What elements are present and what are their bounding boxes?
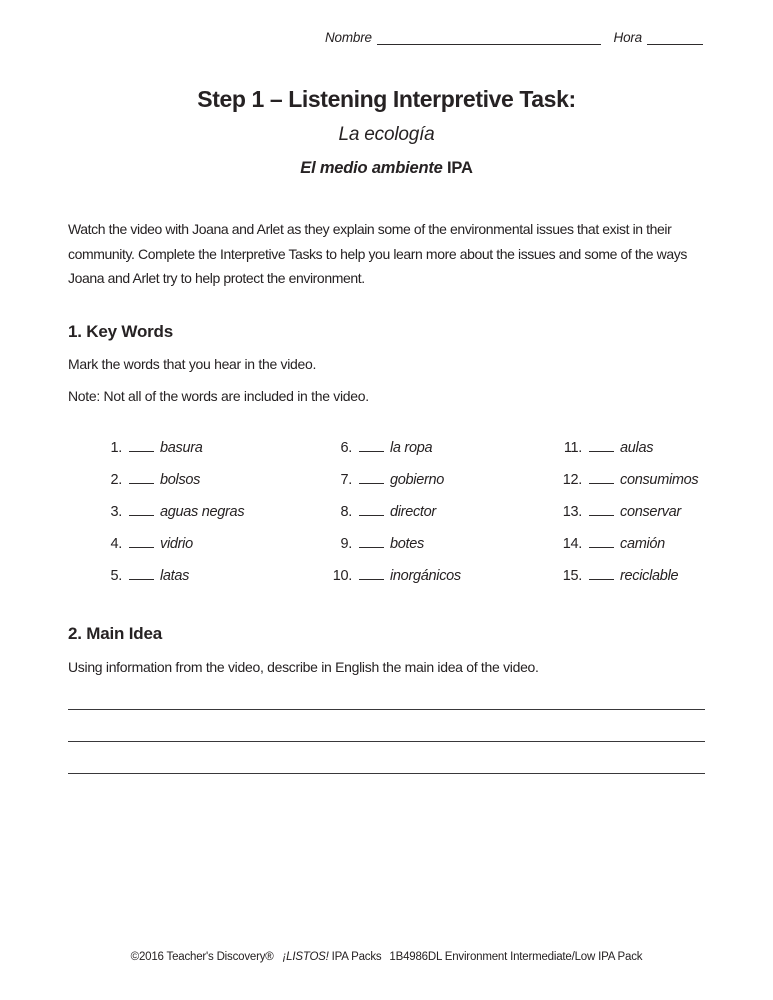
key-word-number: 7. [340,472,352,488]
key-word-item [298,496,528,528]
key-words-heading: 1. Key Words [68,322,173,341]
key-word-blank [129,579,154,580]
key-word-label: director [390,504,436,520]
hora-label: Hora [613,30,642,45]
page-title: Step 1 – Listening Interpretive Task: [197,86,576,112]
answer-lines [68,678,705,774]
footer-series-label: IPA Packs [331,951,382,963]
answer-line [68,678,705,710]
main-idea-heading: 2. Main Idea [68,624,162,643]
answer-line [68,742,705,774]
key-word-blank [589,483,614,484]
footer-copyright: ©2016 Teacher's Discovery® [130,951,274,963]
key-word-number: 1. [110,440,122,456]
key-word-item [528,560,728,592]
footer-series-name: ¡LISTOS! [282,951,329,963]
key-word-blank [129,547,154,548]
key-word-blank [129,515,154,516]
answer-line [68,710,705,742]
key-word-blank [129,451,154,452]
key-word-blank [589,451,614,452]
key-word-item [298,432,528,464]
key-word-blank [589,579,614,580]
main-idea-instruction: Using information from the video, describe in English the main idea of the video. [68,659,539,675]
key-words-column-2 [298,432,528,592]
key-word-number: 10. [332,568,352,584]
key-word-label: aulas [620,440,654,456]
key-word-blank [359,515,384,516]
key-word-label: consumimos [620,472,699,488]
key-word-label: inorgánicos [390,568,461,584]
page-subtitle: La ecología [338,124,435,145]
key-word-blank [589,515,614,516]
key-words-column-1 [68,432,298,592]
key-word-blank [359,451,384,452]
key-word-item [298,464,528,496]
key-word-item [528,432,728,464]
intro-paragraph: Watch the video with Joana and Arlet as they explain some of the environmental issues that exist in their community. Complete the Interpretive Tasks to help you learn more about the issues and some of the ways Joana and Arlet try to help protect the environment. [68,221,687,286]
page-footer [0,951,773,963]
key-word-label: vidrio [160,536,193,552]
nombre-label: Nombre [325,30,372,45]
footer-product-code: 1B4986DL Environment Intermediate/Low IPA Pack [389,951,643,963]
key-word-item [528,528,728,560]
key-word-label: latas [160,568,190,584]
key-word-number: 5. [110,568,122,584]
key-word-item [298,528,528,560]
key-word-number: 6. [340,440,352,456]
unit-title [0,159,773,178]
key-words-column-3 [528,432,728,592]
key-word-label: camión [620,536,665,552]
key-word-blank [589,547,614,548]
nombre-blank-line [377,31,601,45]
key-word-label: botes [390,536,424,552]
key-word-number: 13. [562,504,582,520]
key-word-number: 14. [562,536,582,552]
unit-title-suffix: IPA [447,159,473,177]
key-word-blank [129,483,154,484]
key-word-number: 3. [110,504,122,520]
key-word-label: reciclable [620,568,679,584]
key-word-item [68,528,298,560]
key-word-number: 12. [562,472,582,488]
key-word-number: 2. [110,472,122,488]
key-word-item [298,560,528,592]
key-word-item [68,496,298,528]
key-word-blank [359,547,384,548]
unit-title-italic: El medio ambiente [300,159,443,177]
key-word-number: 11. [563,440,582,456]
key-words-grid [68,432,728,592]
key-word-blank [359,483,384,484]
key-words-note: Note: Not all of the words are included in the video. [68,388,369,404]
key-word-label: la ropa [390,440,433,456]
key-word-item [528,464,728,496]
key-word-label: conservar [620,504,681,520]
hora-blank-line [647,31,703,45]
key-word-number: 4. [110,536,122,552]
key-word-label: aguas negras [160,504,245,520]
key-word-label: gobierno [390,472,445,488]
key-word-item [68,432,298,464]
key-word-item [528,496,728,528]
key-word-item [68,464,298,496]
key-word-number: 9. [340,536,352,552]
key-words-instruction: Mark the words that you hear in the video. [68,356,317,372]
key-word-number: 8. [340,504,352,520]
key-word-label: bolsos [160,472,201,488]
key-word-blank [359,579,384,580]
key-word-item [68,560,298,592]
key-word-label: basura [160,440,203,456]
name-hora-row [325,30,703,45]
key-word-number: 15. [562,568,582,584]
